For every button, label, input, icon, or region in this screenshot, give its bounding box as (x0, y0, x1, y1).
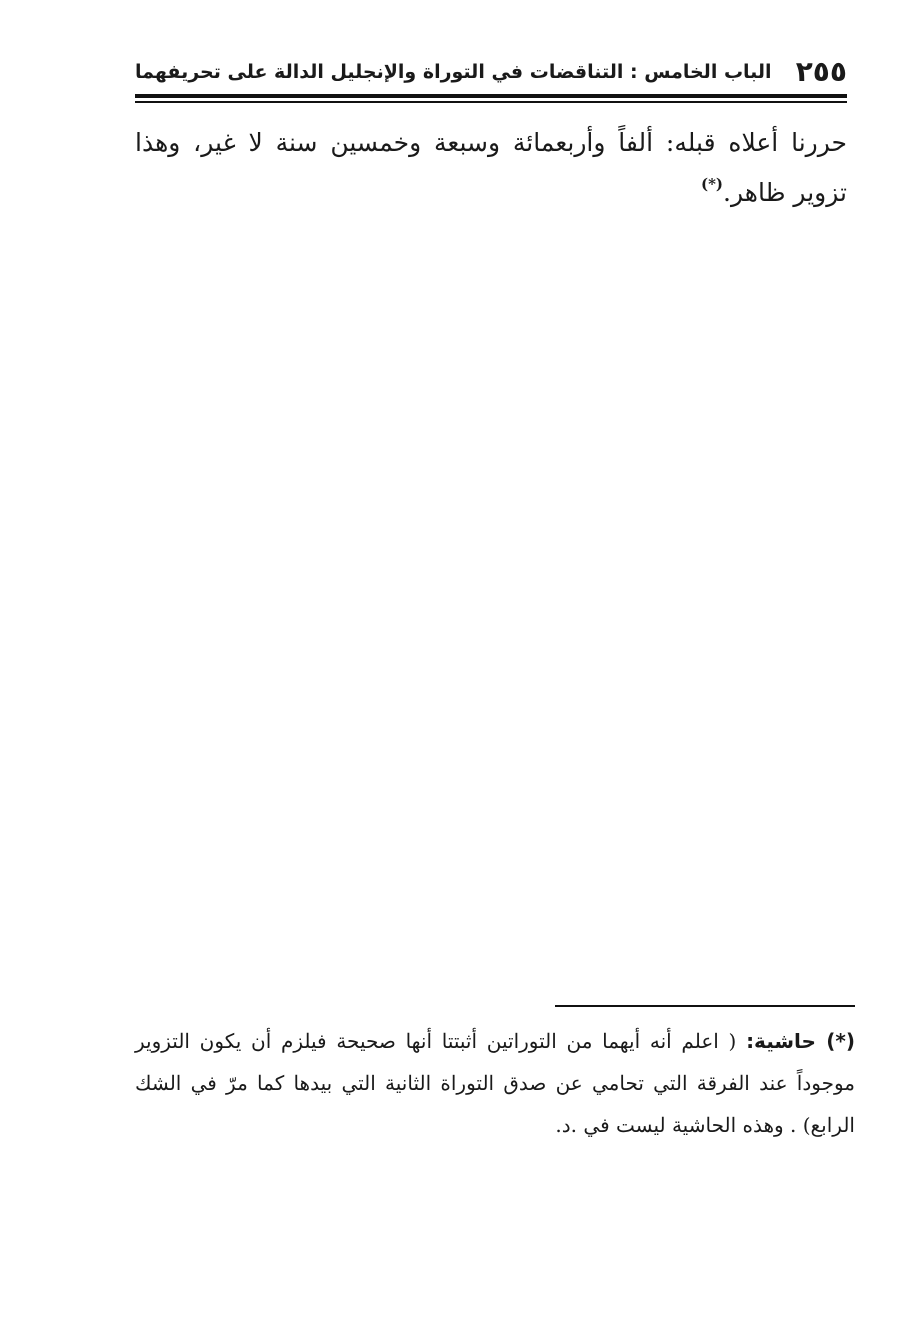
chapter-title: الباب الخامس : التناقضات في التوراة والإنجليل الدالة على تحريفهما (135, 61, 772, 83)
footnote-marker: (*) (700, 175, 724, 193)
header-rule-thin (135, 101, 847, 103)
footnote-label: (*) حاشية: (746, 1029, 855, 1053)
body-paragraph-text: حررنا أعلاه قبله: ألفاً وأربعمائة وسبعة وخمسين سنة لا غير، وهذا تزوير ظاهر. (135, 128, 847, 207)
footnote-separator (555, 1005, 855, 1007)
footnote (135, 1020, 855, 1146)
body-paragraph (135, 118, 847, 218)
page-header (135, 52, 847, 92)
header-rule-thick (135, 94, 847, 98)
page-number: ٢٥٥ (795, 55, 847, 88)
footnote-text: ( اعلم أنه أيهما من التوراتين أثبتتا أنها صحيحة فيلزم أن يكون التزوير موجوداً عند الفرقة التي تحامي عن صدق التوراة الثانية التي بيدها كما مرّ في الشك الرابع) . وهذه الحاشية ليست في .د. (135, 1029, 855, 1137)
